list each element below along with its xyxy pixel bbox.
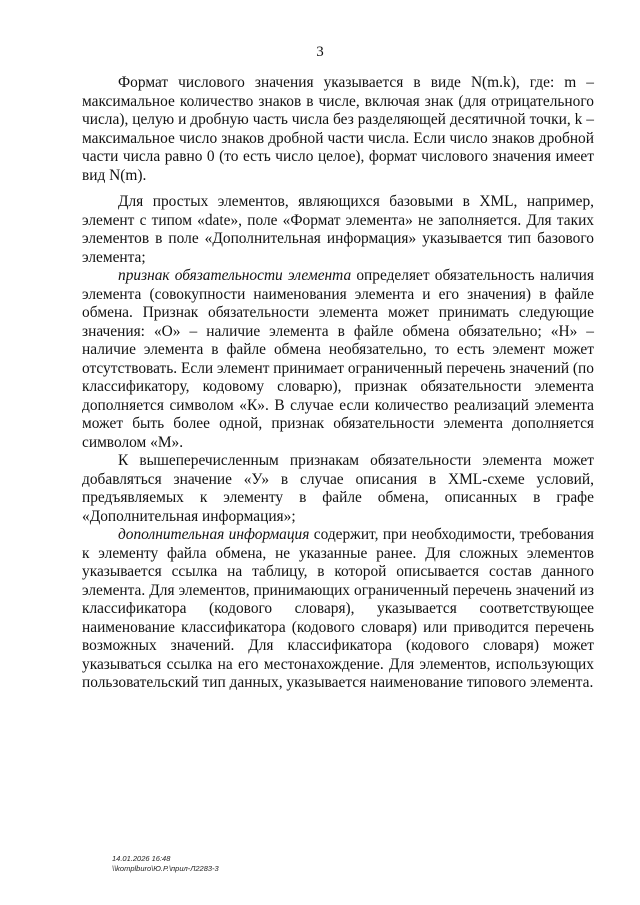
mandatory-sign-text: определяет обязательность наличия элемента (совокупности наименования элемента и его значения) в файле обмена. Признак обязательности элемента может принимать следующие значения: «О» – наличие элемента в файле обмена обязательно; «Н» – наличие элемента в файле обмена необязательно, то есть элемент может отсутствовать. Если элемент принимает ограниченный перечень значений (по классификатору, кодовому словарю), признак обязательности элемента дополняется символом «К». В случае если количество реализаций элемента может быть более одной, признак обязательности элемента дополняется символом «М». [82,267,594,451]
footer-file-path: \\komplburo\Ю.Р.\прил-Л2283-3 [112,864,219,873]
paragraph-number-format: Формат числового значения указывается в виде N(m.k), где: m – максимальное количество знаков в числе, включая знак (для отрицательного числа), целую и дробную часть числа без разделяющей десятичной точки, k – максимальное число знаков дробной части числа. Если число знаков дробной части числа равно 0 (то есть число целое), формат числового значения имеет вид N(m). [82,74,594,184]
term-additional-info: дополнительная информация [118,526,310,543]
term-mandatory-sign: признак обязательности элемента [118,267,352,284]
paragraph-additional-info [82,526,594,693]
document-body [82,74,594,701]
paragraph-condition-value: К вышеперечисленным признакам обязательности элемента может добавляться значение «У» в случае описания в XML-схеме условий, предъявляемых к элементу в файле обмена, описанных в графе «Дополнительная информация»; [82,452,594,525]
document-footer [112,854,219,874]
additional-info-text: содержит, при необходимости, требования к элементу файла обмена, не указанные ранее. Для сложных элементов указывается ссылка на таблицу, в которой описывается состав данного элемента. Для элементов, принимающих ограниченный перечень значений из классификатора (кодового словаря), указывается соответствующее наименование классификатора (кодового словаря) или приводится перечень возможных значений. Для классификатора (кодового словаря) может указываться ссылка на его местонахождение. Для элементов, использующих пользовательский тип данных, указывается наименование типового элемента. [82,526,594,691]
footer-timestamp: 14.01.2026 16:48 [112,854,171,863]
paragraph-simple-elements: Для простых элементов, являющихся базовыми в XML, например, элемент с типом «date», поле «Формат элемента» не заполняется. Для таких элементов в поле «Дополнительная информация» указывается тип базового элемента; [82,193,594,266]
paragraph-mandatory-sign [82,267,594,452]
page-number: 3 [316,44,324,60]
